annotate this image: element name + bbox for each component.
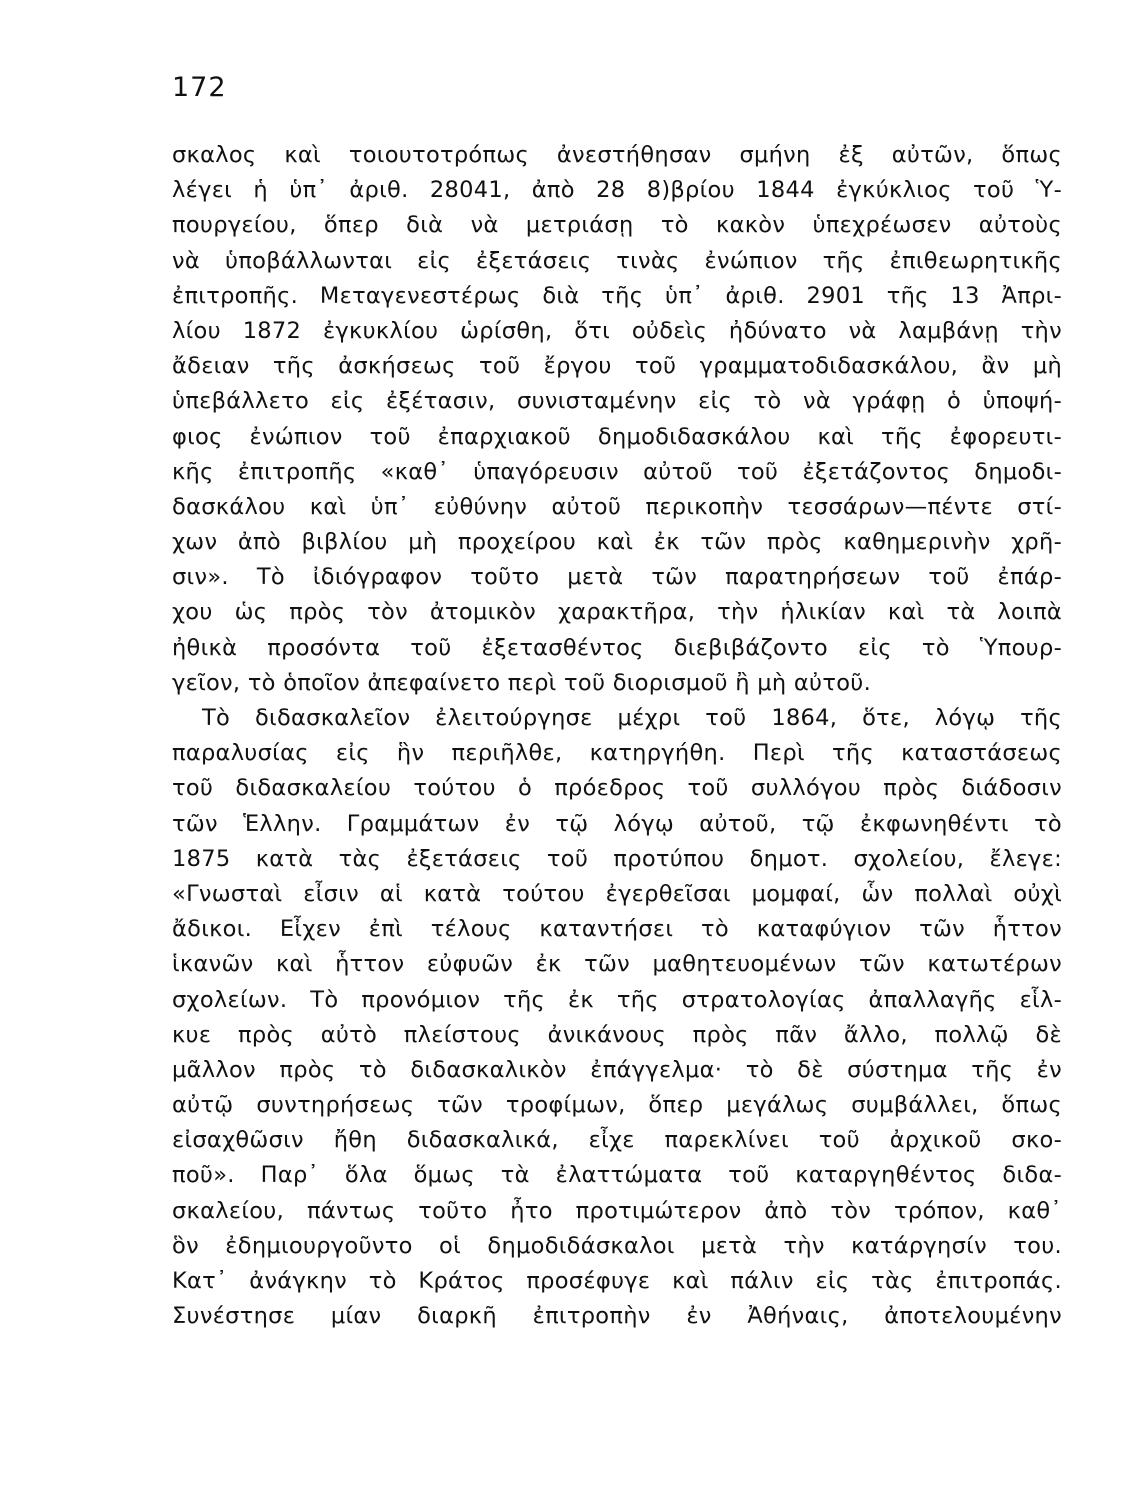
- text-line: εἰσαχθῶσιν ἤθη διδασκαλικά, εἶχε παρεκλίνει τοῦ ἀρχικοῦ σκο-: [172, 1127, 1062, 1154]
- text-line: Συνέστησε μίαν διαρκῆ ἐπιτροπὴν ἐν Ἀθήναις, ἀποτελουμένην: [172, 1303, 1062, 1330]
- text-line: δασκάλου καὶ ὑπ᾽ εὐθύνην αὐτοῦ περικοπὴν τεσσάρων—πέντε στί-: [172, 493, 1062, 520]
- text-line: αὐτῷ συντηρήσεως τῶν τροφίμων, ὅπερ μεγάλως συμβάλλει, ὅπως: [172, 1092, 1062, 1119]
- text-line: τοῦ διδασκαλείου τούτου ὁ πρόεδρος τοῦ συλλόγου πρὸς διάδοσιν: [172, 775, 1062, 802]
- text-line: χων ἀπὸ βιβλίου μὴ προχείρου καὶ ἐκ τῶν πρὸς καθημερινὴν χρῆ-: [172, 529, 1062, 556]
- text-line: παραλυσίας εἰς ἣν περιῆλθε, κατηργήθη. Περὶ τῆς καταστάσεως: [172, 740, 1062, 767]
- text-line: σκαλείου, πάντως τοῦτο ἦτο προτιμώτερον ἀπὸ τὸν τρόπον, καθ᾽: [172, 1197, 1062, 1224]
- text-line: λίου 1872 ἐγκυκλίου ὡρίσθη, ὅτι οὐδεὶς ἠδύνατο νὰ λαμβάνῃ τὴν: [172, 317, 1062, 344]
- text-line: πουργείου, ὅπερ διὰ νὰ μετριάσῃ τὸ κακὸν ὑπεχρέωσεν αὐτοὺς: [172, 212, 1062, 239]
- text-line: «Γνωσταὶ εἶσιν αἱ κατὰ τούτου ἐγερθεῖσαι μομφαί, ὧν πολλαὶ οὐχὶ: [172, 880, 1062, 907]
- text-line: νὰ ὑποβάλλωνται εἰς ἐξετάσεις τινὰς ἐνώπιον τῆς ἐπιθεωρητικῆς: [172, 247, 1062, 274]
- text-line: ἠθικὰ προσόντα τοῦ ἐξετασθέντος διεβιβάζοντο εἰς τὸ Ὑπουρ-: [172, 634, 1062, 661]
- text-line: μᾶλλον πρὸς τὸ διδασκαλικὸν ἐπάγγελμα· τὸ δὲ σύστημα τῆς ἐν: [172, 1056, 1062, 1083]
- text-line: γεῖον, τὸ ὁποῖον ἀπεφαίνετο περὶ τοῦ διορισμοῦ ἢ μὴ αὐτοῦ.: [172, 669, 872, 696]
- text-line: ἄδειαν τῆς ἀσκήσεως τοῦ ἔργου τοῦ γραμματοδιδασκάλου, ἂν μὴ: [172, 353, 1062, 380]
- page-number: 172: [172, 72, 227, 103]
- text-line: ἐπιτροπῆς. Μεταγενεστέρως διὰ τῆς ὑπ᾽ ἀριθ. 2901 τῆς 13 Ἀπρι-: [172, 282, 1062, 309]
- text-line: Κατ᾽ ἀνάγκην τὸ Κράτος προσέφυγε καὶ πάλιν εἰς τὰς ἐπιτροπάς.: [172, 1268, 1062, 1294]
- text-line: ἱκανῶν καὶ ἧττον εὐφυῶν ἐκ τῶν μαθητευομένων τῶν κατωτέρων: [172, 951, 1062, 978]
- text-line: κῆς ἐπιτροπῆς «καθ᾽ ὑπαγόρευσιν αὐτοῦ τοῦ ἐξετάζοντος δημοδι-: [172, 458, 1062, 485]
- text-line: κυε πρὸς αὐτὸ πλείστους ἀνικάνους πρὸς πᾶν ἄλλο, πολλῷ δὲ: [172, 1021, 1062, 1048]
- text-line: λέγει ἡ ὑπ᾽ ἀριθ. 28041, ἀπὸ 28 8)βρίου 1844 ἐγκύκλιος τοῦ Ὑ-: [172, 177, 1062, 204]
- text-line: ὑπεβάλλετο εἰς ἐξέτασιν, συνισταμένην εἰς τὸ νὰ γράφῃ ὁ ὑποψή-: [172, 388, 1062, 415]
- text-line: ἄδικοι. Εἶχεν ἐπὶ τέλους καταντήσει τὸ καταφύγιον τῶν ἧττον: [172, 916, 1062, 943]
- text-line: τῶν Ἑλλην. Γραμμάτων ἐν τῷ λόγῳ αὐτοῦ, τῷ ἐκφωνηθέντι τὸ: [172, 810, 1062, 837]
- text-line: σχολείων. Τὸ προνόμιον τῆς ἐκ τῆς στρατολογίας ἀπαλλαγῆς εἷλ-: [172, 986, 1062, 1013]
- text-line: Τὸ διδασκαλεῖον ἐλειτούργησε μέχρι τοῦ 1864, ὅτε, λόγῳ τῆς: [202, 705, 1062, 731]
- body-text: [172, 138, 1062, 1334]
- text-line: ὃν ἐδημιουργοῦντο οἱ δημοδιδάσκαλοι μετὰ τὴν κατάργησίν του.: [172, 1232, 1062, 1259]
- text-line: 1875 κατὰ τὰς ἐξετάσεις τοῦ προτύπου δημοτ. σχολείου, ἔλεγε:: [172, 845, 1062, 872]
- text-line: χου ὡς πρὸς τὸν ἀτομικὸν χαρακτῆρα, τὴν ἡλικίαν καὶ τὰ λοιπὰ: [172, 599, 1062, 626]
- text-line: σκαλος καὶ τοιουτοτρόπως ἀνεστήθησαν σμήνη ἐξ αὐτῶν, ὅπως: [172, 142, 1062, 168]
- text-line: σιν». Τὸ ἰδιόγραφον τοῦτο μετὰ τῶν παρατηρήσεων τοῦ ἐπάρ-: [172, 564, 1062, 591]
- text-line: φιος ἐνώπιον τοῦ ἐπαρχιακοῦ δημοδιδασκάλου καὶ τῆς ἐφορευτι-: [172, 423, 1062, 450]
- text-line: ποῦ». Παρ᾽ ὅλα ὅμως τὰ ἐλαττώματα τοῦ καταργηθέντος διδα-: [172, 1162, 1062, 1189]
